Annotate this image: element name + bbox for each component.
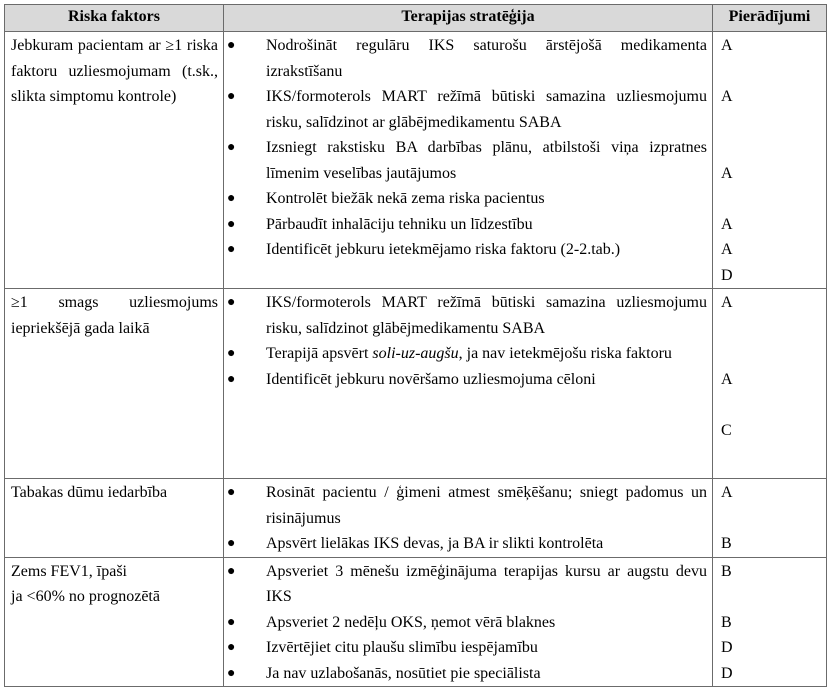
bullet-icon: ● [227, 371, 236, 387]
evidence-level: D [721, 266, 733, 284]
list-item: ● IKS/formoterols MART režīmā būtiski samazina uzliesmojumu risku, salīdzinot ar glābējmedikamentu SABA [227, 84, 707, 135]
evidence-cell [713, 557, 827, 687]
list-item: ● Identificēt jebkuru ietekmējamo riska faktoru (2-2.tab.) [227, 237, 707, 263]
header-evidence: Pierādījumi [713, 5, 827, 32]
evidence-level: B [721, 613, 732, 631]
bullet-icon: ● [227, 614, 236, 630]
table-row [5, 32, 827, 289]
bullet-icon: ● [227, 640, 236, 655]
bullet-icon: ● [227, 140, 236, 155]
risk-factor-cell: Tabakas dūmu iedarbība [5, 479, 224, 558]
evidence-level: A [721, 37, 733, 54]
list-item: ● IKS/formoterols MART režīmā būtiski samazina uzliesmojumu risku, salīdzinot glābējmedikamentu SABA [227, 290, 707, 341]
evidence-level: A [721, 164, 733, 182]
bullet-icon: ● [227, 38, 236, 53]
bullet-icon: ● [227, 216, 236, 232]
evidence-level: A [721, 241, 733, 258]
risk-strategy-table [4, 4, 827, 687]
bullet-icon: ● [227, 536, 236, 551]
list-item: ● Kontrolēt biežāk nekā zema riska pacientus [227, 186, 707, 212]
evidence-cell [713, 289, 827, 479]
evidence-level: A [721, 484, 733, 501]
bullet-icon: ● [227, 242, 236, 257]
list-item: ● Ja nav uzlabošanās, nosūtiet pie speciālista [227, 661, 707, 687]
header-therapy-strategy: Terapijas stratēģija [224, 5, 713, 32]
header-risk-factor: Riska faktors [5, 5, 224, 32]
table-row [5, 289, 827, 479]
evidence-level: D [721, 639, 733, 656]
evidence-level: D [721, 664, 733, 682]
list-item: ● Apsveriet 2 nedēļu OKS, ņemot vērā blaknes [227, 610, 707, 636]
list-item: ● Rosināt pacientu / ģimeni atmest smēķēšanu; sniegt padomus un risinājumus [227, 480, 707, 531]
evidence-level: B [721, 562, 732, 580]
list-item: ● Nodrošināt regulāru IKS saturošu ārstējošā medikamenta izrakstīšanu [227, 33, 707, 84]
list-item: ● Terapijā apsvērt soli-uz-augšu, ja nav ietekmējošu riska faktoru [227, 341, 707, 367]
strategy-cell [224, 479, 713, 558]
list-item: ● Identificēt jebkuru novēršamo uzliesmojuma cēloni [227, 367, 707, 393]
bullet-icon: ● [227, 665, 236, 681]
table-row [5, 557, 827, 687]
list-item: ● Izsniegt rakstisku BA darbības plānu, atbilstoši viņa izpratnes līmenim veselības jautājumos [227, 135, 707, 186]
table-header-row [5, 5, 827, 32]
evidence-level: C [721, 421, 732, 439]
strategy-cell [224, 557, 713, 687]
evidence-cell [713, 479, 827, 558]
risk-factor-cell: ≥1 smags uzliesmojums iepriekšējā gada laikā [5, 289, 224, 479]
strategy-cell [224, 289, 713, 479]
table-row [5, 479, 827, 558]
bullet-icon: ● [227, 191, 236, 206]
bullet-icon: ● [227, 563, 236, 579]
risk-factor-cell: Jebkuram pacientam ar ≥1 riska faktoru uzliesmojumam (t.sk., slikta simptomu kontrole) [5, 32, 224, 289]
evidence-level: A [721, 370, 733, 388]
evidence-cell [713, 32, 827, 289]
evidence-level: A [721, 88, 733, 105]
bullet-icon: ● [227, 346, 236, 361]
list-item: ● Pārbaudīt inhalāciju tehniku un līdzestību [227, 212, 707, 238]
bullet-icon: ● [227, 89, 236, 104]
evidence-level: A [721, 294, 733, 311]
risk-factor-cell: Zems FEV1, īpaši ja <60% no prognozētā [5, 557, 224, 687]
list-item: ● Izvērtējiet citu plaušu slimību iespējamību [227, 635, 707, 661]
bullet-icon: ● [227, 295, 236, 310]
strategy-cell [224, 32, 713, 289]
list-item: ● Apsveriet 3 mēnešu izmēģinājuma terapijas kursu ar augstu devu IKS [227, 559, 707, 610]
bullet-icon: ● [227, 485, 236, 500]
evidence-level: B [721, 535, 732, 552]
evidence-level: A [721, 215, 733, 233]
list-item: ● Apsvērt lielākas IKS devas, ja BA ir slikti kontrolēta [227, 531, 707, 557]
